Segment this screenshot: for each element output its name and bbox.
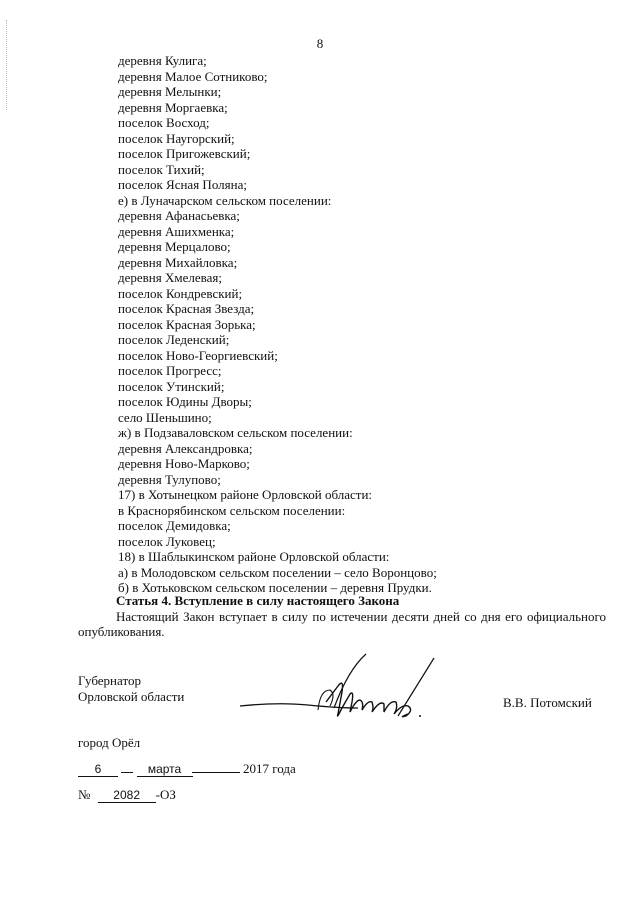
article-body: Настоящий Закон вступает в силу по истечении десяти дней со дня его официального опубликования. — [78, 608, 606, 639]
list-item: деревня Мерцалово; — [118, 239, 231, 254]
list-item: поселок Красная Звезда; — [118, 301, 255, 316]
date-month: марта — [137, 762, 193, 777]
list-item: поселок Демидовка; — [118, 518, 231, 533]
number-sign: № — [78, 787, 91, 802]
handwritten-signature — [238, 650, 438, 730]
list-item: поселок Луковец; — [118, 533, 216, 549]
list-item: 17) в Хотынецком районе Орловской области: — [118, 487, 373, 502]
signing-date — [78, 760, 296, 777]
date-month-underline — [192, 760, 240, 773]
list-item: деревня Афанасьевка; — [118, 208, 240, 223]
list-item: деревня Хмелевая; — [118, 270, 222, 285]
list-item: деревня Ашихменка; — [118, 223, 235, 239]
list-item: ж) в Подзаваловском сельском поселении: — [118, 425, 353, 440]
list-item: поселок Прогресс; — [118, 363, 222, 378]
list-item: б) в Хотьковском сельском поселении – деревня Прудки. — [118, 580, 432, 595]
list-item: деревня Александровка; — [118, 440, 253, 456]
number-suffix: -ОЗ — [155, 787, 176, 802]
date-day: 6 — [78, 762, 118, 777]
list-item: поселок Пригожевский; — [118, 146, 251, 161]
signatory-name: В.В. Потомский — [503, 695, 592, 710]
list-item: деревня Михайловка; — [118, 254, 238, 270]
list-item: 18) в Шаблыкинском районе Орловской области: — [118, 549, 390, 564]
article-title: Статья 4. Вступление в силу настоящего Закона — [116, 593, 400, 608]
date-year: 2017 года — [243, 761, 296, 776]
signatory-title — [78, 673, 184, 705]
list-item: поселок Наугорский; — [118, 130, 235, 146]
number-value: 2082 — [98, 788, 156, 803]
list-item: поселок Ново-Георгиевский; — [118, 347, 278, 363]
signatory-title-line2: Орловской области — [78, 689, 185, 704]
date-gap-underline — [121, 760, 133, 773]
list-item: деревня Моргаевка; — [118, 99, 228, 115]
list-item: деревня Тулупово; — [118, 471, 221, 487]
list-item: поселок Красная Зорька; — [118, 316, 256, 332]
list-item: деревня Кулига; — [118, 53, 207, 68]
signatory-title-line1: Губернатор — [78, 673, 141, 688]
list-item: деревня Ново-Марково; — [118, 456, 250, 471]
list-item: поселок Кондревский; — [118, 285, 243, 301]
list-item: поселок Восход; — [118, 115, 210, 130]
list-item: е) в Луначарском сельском поселении: — [118, 192, 332, 208]
page-number: 8 — [316, 36, 324, 51]
list-item: поселок Юдины Дворы; — [118, 394, 252, 409]
list-item: село Шеньшино; — [118, 409, 212, 425]
article-4 — [78, 593, 606, 640]
list-item: а) в Молодовском сельском поселении – село Воронцово; — [118, 564, 437, 580]
list-item: деревня Мелынки; — [118, 84, 222, 99]
list-item: в Краснорябинском сельском поселении: — [118, 502, 346, 518]
city: город Орёл — [78, 735, 141, 750]
list-item: поселок Утинский; — [118, 378, 225, 394]
list-item: поселок Тихий; — [118, 161, 205, 177]
list-item: поселок Ясная Поляна; — [118, 177, 247, 192]
list-item: поселок Леденский; — [118, 332, 230, 347]
scan-edge-marks — [6, 20, 8, 110]
list-item: деревня Малое Сотниково; — [118, 68, 268, 84]
law-number — [78, 787, 176, 803]
settlement-list — [118, 53, 618, 596]
